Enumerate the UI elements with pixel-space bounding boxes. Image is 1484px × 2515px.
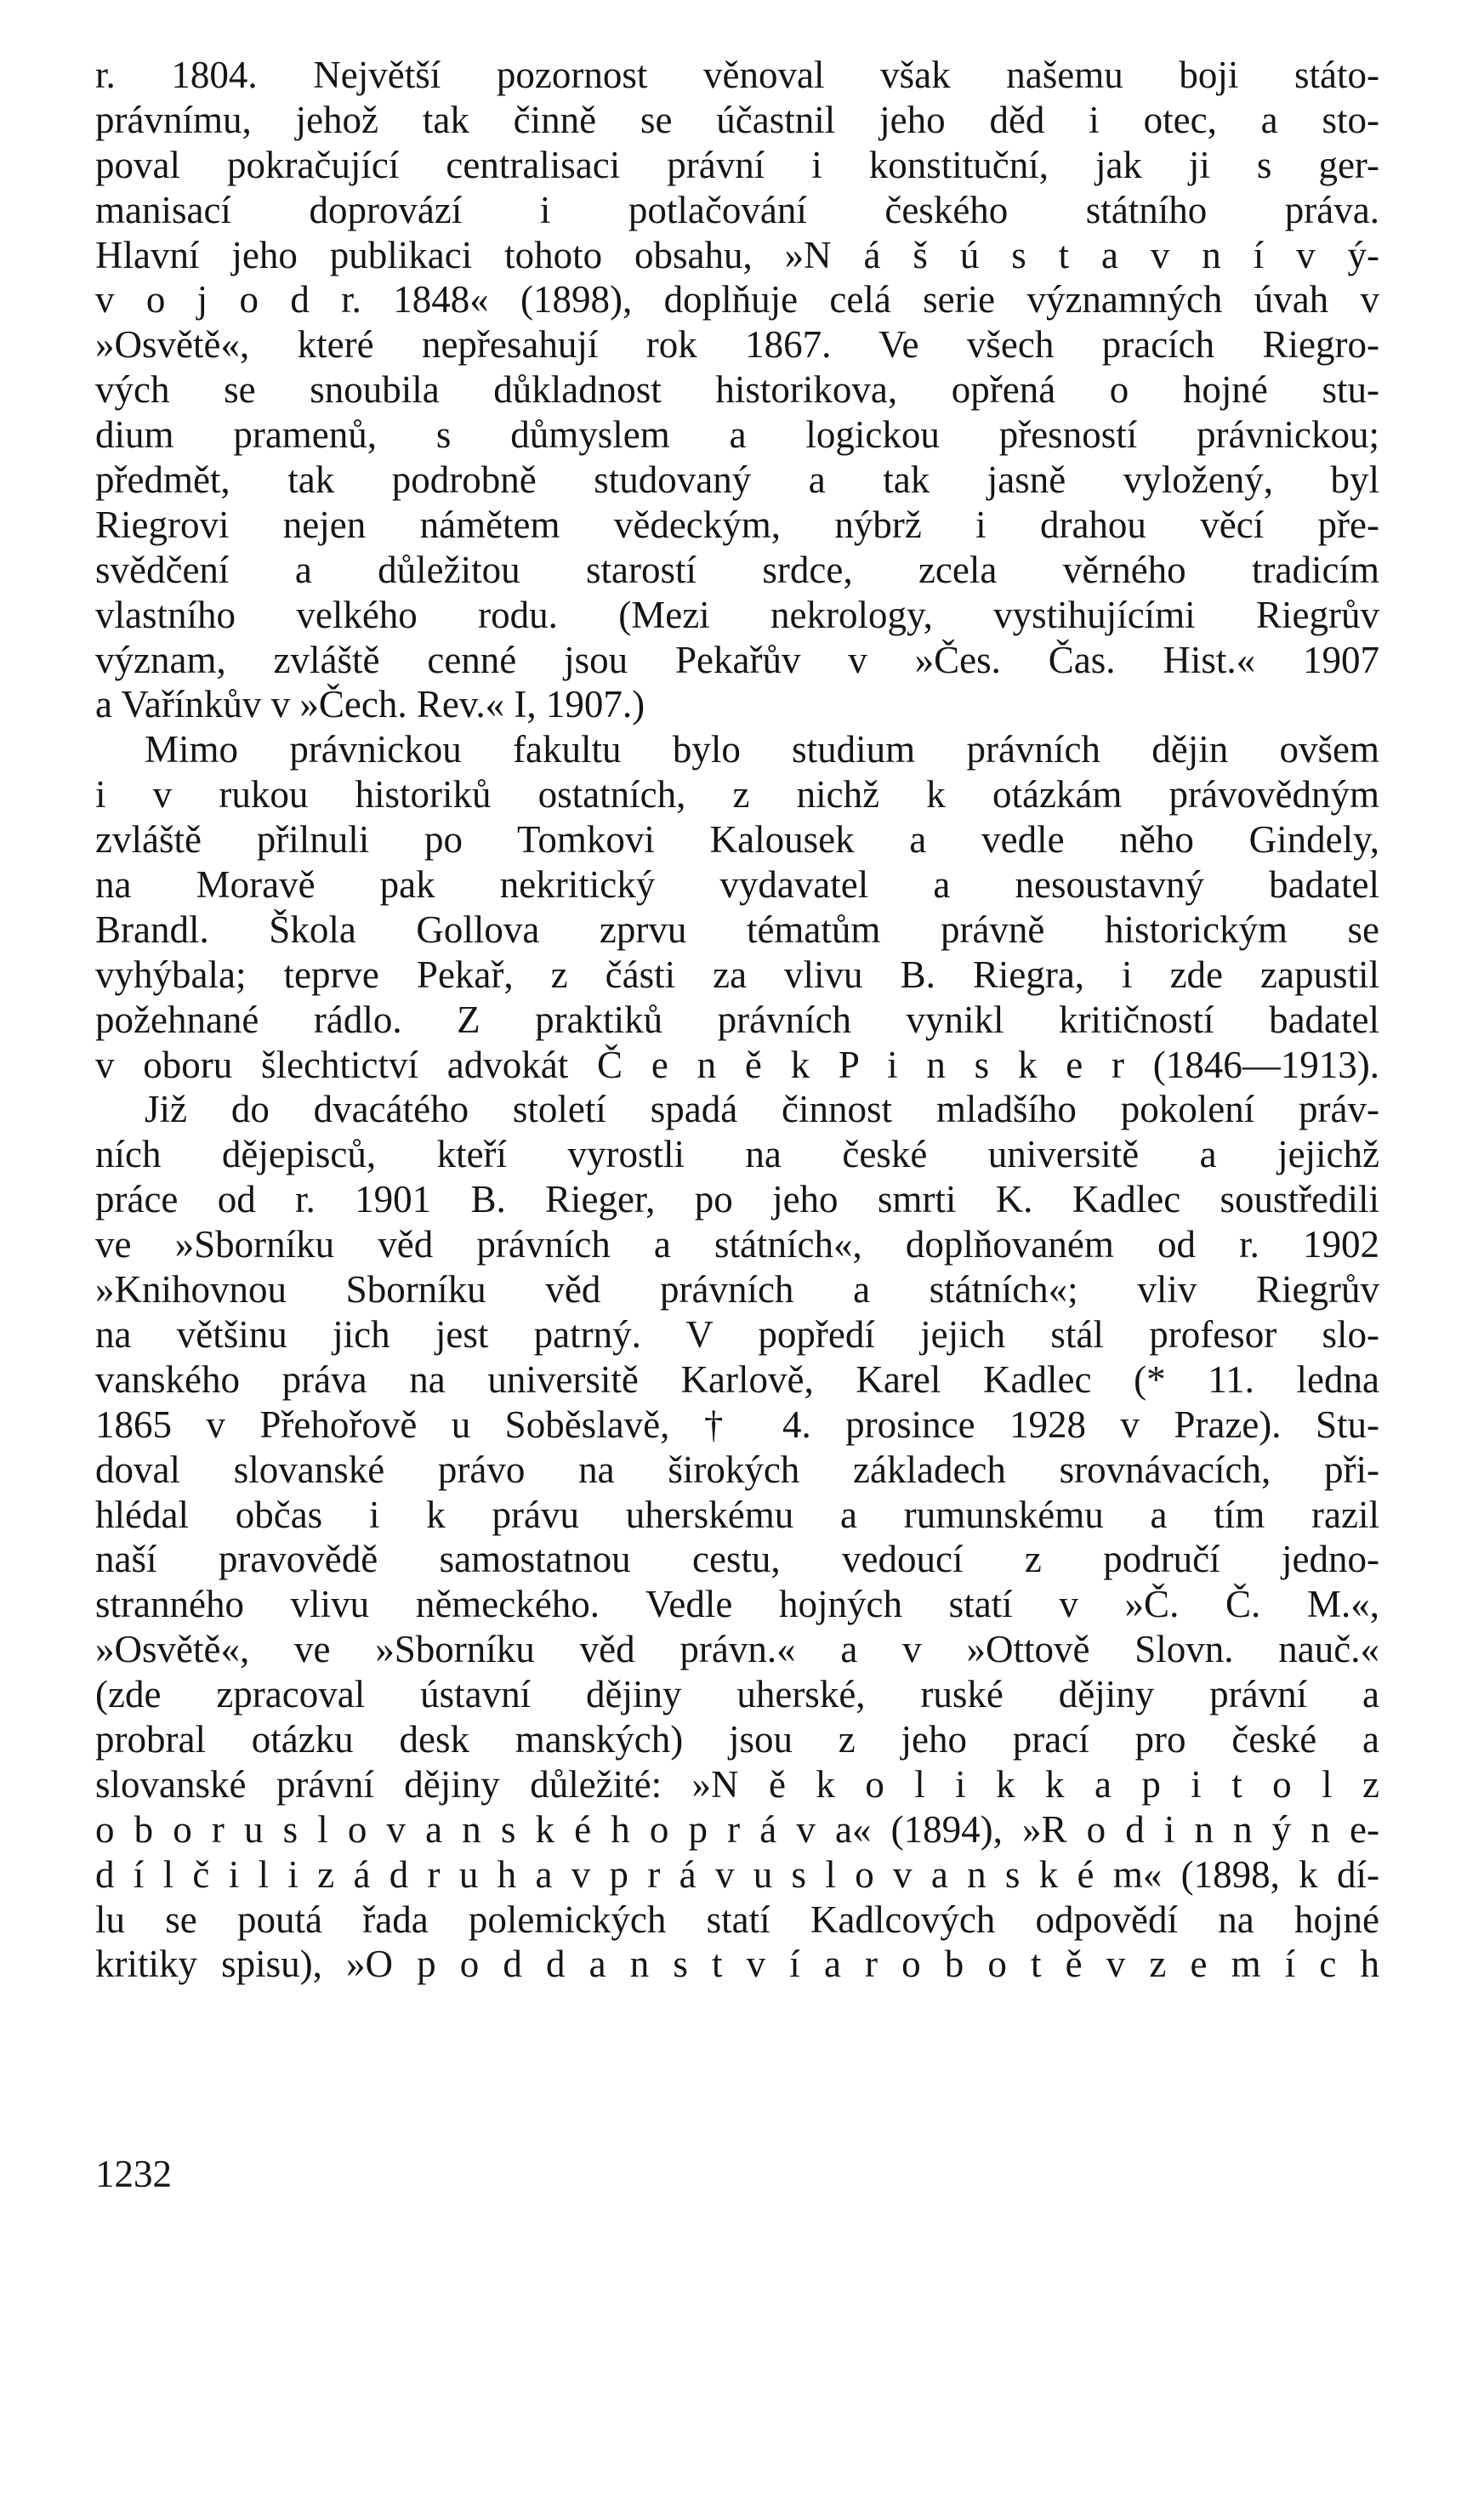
text-line: zvláště přilnuli po Tomkovi Kalousek a vedle něho Gindely, [95,818,1379,862]
text-line: na Moravě pak nekritický vydavatel a nesoustavný badatel [95,863,1379,907]
text-line: požehnané rádlo. Z praktiků právních vynikl kritičností badatel [95,998,1379,1041]
text-line: slovanské právní dějiny důležité: »N ě k o l i k k a p i t o l z [95,1762,1379,1806]
text-line: význam, zvláště cenné jsou Pekařův v »Čes. Čas. Hist.« 1907 [95,638,1379,681]
text-line: r. 1804. Největší pozornost věnoval však našemu boji státo- [95,54,1379,96]
text-line: Brandl. Škola Gollova zprvu tématům právně historickým se [95,908,1379,951]
text-line: dium pramenů, s důmyslem a logickou přesností právnickou; [95,413,1379,457]
text-line: vanského práva na universitě Karlově, Karel Kadlec (* 11. ledna [95,1357,1379,1401]
text-line: v o j o d r. 1848« (1898), doplňuje celá serie významných úvah v [95,278,1379,321]
text-line: poval pokračující centralisaci právní i konstituční, jak ji s ger- [95,143,1379,186]
body-text [95,53,1379,1987]
text-line: Hlavní jeho publikaci tohoto obsahu, »N á š ú s t a v n í v ý- [95,233,1379,276]
text-line: doval slovanské právo na širokých základech srovnávacích, při- [95,1448,1379,1491]
text-line: na většinu jich jest patrný. V popředí jejich stál profesor slo- [95,1312,1379,1356]
text-line: Riegrovi nejen námětem vědeckým, nýbrž i drahou věcí pře- [95,503,1379,546]
text-line: hlédal občas i k právu uherskému a rumunskému a tím razil [95,1493,1379,1536]
text-line: d í l č i l i z á d r u h a v p r á v u s l o v a n s k é m« (1898, k dí- [95,1852,1379,1896]
paragraph-first-line: Mimo právnickou fakultu bylo studium právních dějin ovšem [145,728,1379,771]
text-line: vlastního velkého rodu. (Mezi nekrology, vystihujícími Riegrův [95,593,1379,636]
text-line: práce od r. 1901 B. Rieger, po jeho smrti K. Kadlec soustředili [95,1178,1379,1221]
text-line: vých se snoubila důkladnost historikova, opřená o hojné stu- [95,368,1379,412]
paragraph-end-line: v oboru šlechtictví advokát Č e n ě k P i n s k e r (1846—1913). [95,1043,1379,1086]
text-line: i v rukou historiků ostatních, z nichž k otázkám právovědným [95,773,1379,817]
text-line: manisací doprovází i potlačování českého státního práva. [95,188,1379,231]
text-line: 1865 v Přehořově u Soběslavě, † 4. prosince 1928 v Praze). Stu- [95,1403,1379,1446]
text-line: vyhýbala; teprve Pekař, z části za vlivu B. Riegra, i zde zapustil [95,953,1379,996]
text-line: kritiky spisu), »O p o d d a n s t v í a r o b o t ě v z e m í c h [95,1943,1379,1986]
text-line: (zde zpracoval ústavní dějiny uherské, ruské dějiny právní a [95,1673,1379,1716]
text-line: naší pravovědě samostatnou cestu, vedoucí z područí jedno- [95,1538,1379,1581]
page-number: 1232 [95,2153,172,2195]
text-line: svědčení a důležitou starostí srdce, zcela věrného tradicím [95,548,1379,591]
text-line: lu se poutá řada polemických statí Kadlcových odpovědí na hojné [95,1898,1379,1941]
text-line: stranného vlivu německého. Vedle hojných statí v »Č. Č. M.«, [95,1583,1379,1626]
paragraph-end-line: a Vařínkův v »Čech. Rev.« I, 1907.) [95,683,645,726]
text-line: »Osvětě«, ve »Sborníku věd právn.« a v »Ottově Slovn. nauč.« [95,1628,1379,1671]
text-line: o b o r u s l o v a n s k é h o p r á v a« (1894), »R o d i n n ý n e- [95,1807,1379,1851]
text-line: ve »Sborníku věd právních a státních«, doplňovaném od r. 1902 [95,1223,1379,1266]
text-line: »Osvětě«, které nepřesahují rok 1867. Ve všech pracích Riegro- [95,323,1379,367]
text-line: probral otázku desk manských) jsou z jeho prací pro české a [95,1717,1379,1761]
paragraph-first-line: Již do dvacátého století spadá činnost mladšího pokolení práv- [145,1088,1379,1131]
text-line: »Knihovnou Sborníku věd právních a státních«; vliv Riegrův [95,1268,1379,1312]
text-line: předmět, tak podrobně studovaný a tak jasně vyložený, byl [95,458,1379,502]
text-line: ních dějepisců, kteří vyrostli na české universitě a jejichž [95,1133,1379,1176]
text-line: právnímu, jehož tak činně se účastnil jeho děd i otec, a sto- [95,98,1379,141]
